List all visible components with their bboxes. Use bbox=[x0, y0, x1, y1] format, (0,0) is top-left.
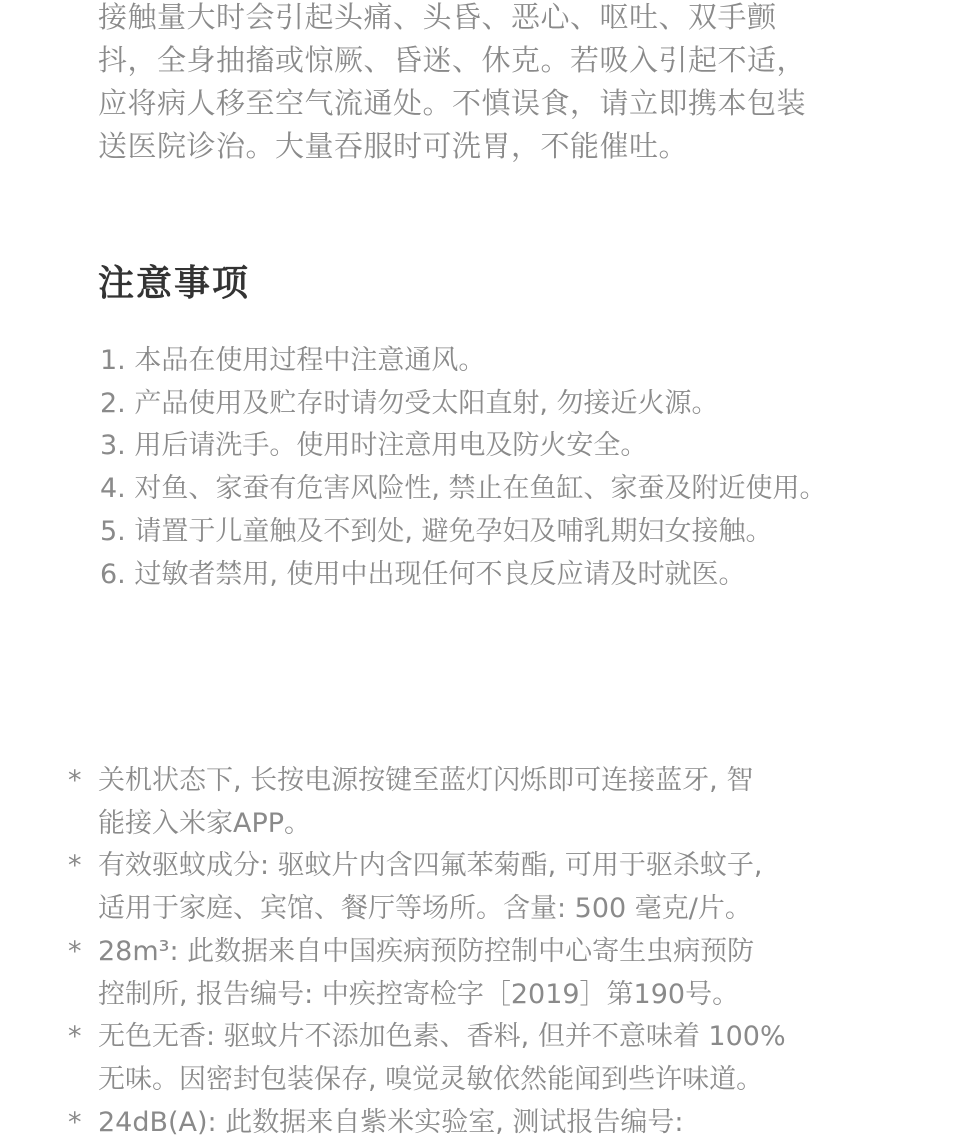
notes-item: 5. 请置于儿童触及不到处, 避免孕妇及哺乳期妇女接触。 bbox=[100, 515, 773, 547]
footnote-item bbox=[68, 845, 928, 930]
footnote-item bbox=[68, 760, 928, 845]
notes-item: 2. 产品使用及贮存时请勿受太阳直射, 勿接近火源。 bbox=[100, 387, 719, 419]
footnote-marker: * bbox=[68, 765, 82, 796]
footnote-line: 控制所, 报告编号: 中疾控寄检字［2019］第190号。 bbox=[98, 978, 740, 1010]
notes-item: 1. 本品在使用过程中注意通风。 bbox=[100, 345, 486, 376]
footnote-marker: * bbox=[68, 935, 82, 967]
footnote-item bbox=[68, 1016, 928, 1101]
footnote-marker: * bbox=[68, 850, 82, 882]
footnote-marker: * bbox=[68, 1021, 82, 1053]
warning-line: 抖，全身抽搐或惊厥、昏迷、休克。若吸入引起不适， bbox=[98, 43, 807, 77]
warning-paragraph bbox=[98, 0, 898, 168]
footnote-line: 无色无香: 驱蚊片不添加色素、香料, 但并不意味着 100% bbox=[98, 1021, 786, 1053]
footnote-line: 24dB(A): 此数据来自紫米实验室, 测试报告编号: bbox=[98, 1106, 684, 1138]
footnote-line: 关机状态下, 长按电源按键至蓝灯闪烁即可连接蓝牙, 智 bbox=[98, 765, 754, 796]
footnotes-section bbox=[68, 760, 928, 1144]
footnote-line: 28m³: 此数据来自中国疾病预防控制中心寄生虫病预防 bbox=[98, 935, 755, 967]
footnote-line: 适用于家庭、宾馆、餐厅等场所。含量: 500 毫克/片。 bbox=[98, 893, 752, 925]
notes-list bbox=[100, 340, 827, 596]
notes-item: 6. 过敏者禁用, 使用中出现任何不良反应请及时就医。 bbox=[100, 558, 746, 590]
notes-title: 注意事项 bbox=[98, 263, 251, 304]
warning-line: 送医院诊治。大量吞服时可洗胃，不能催吐。 bbox=[98, 129, 689, 163]
notes-item: 4. 对鱼、家蚕有危害风险性, 禁止在鱼缸、家蚕及附近使用。 bbox=[100, 473, 827, 505]
footnote-line: 有效驱蚊成分: 驱蚊片内含四氟苯菊酯, 可用于驱杀蚊子, bbox=[98, 850, 763, 882]
footnote-item bbox=[68, 931, 928, 1016]
footnote-item bbox=[68, 1102, 928, 1144]
footnote-marker: * bbox=[68, 1106, 82, 1138]
warning-line: 应将病人移至空气流通处。不慎误食，请立即携本包装 bbox=[98, 86, 807, 120]
footnote-line: 能接入米家APP。 bbox=[98, 807, 312, 839]
notes-item: 3. 用后请洗手。使用时注意用电及防火安全。 bbox=[100, 430, 648, 462]
warning-line: 接触量大时会引起头痛、头昏、恶心、呕吐、双手颤 bbox=[98, 0, 777, 34]
footnote-line: 无味。因密封包装保存, 嗅觉灵敏依然能闻到些许味道。 bbox=[98, 1063, 764, 1095]
